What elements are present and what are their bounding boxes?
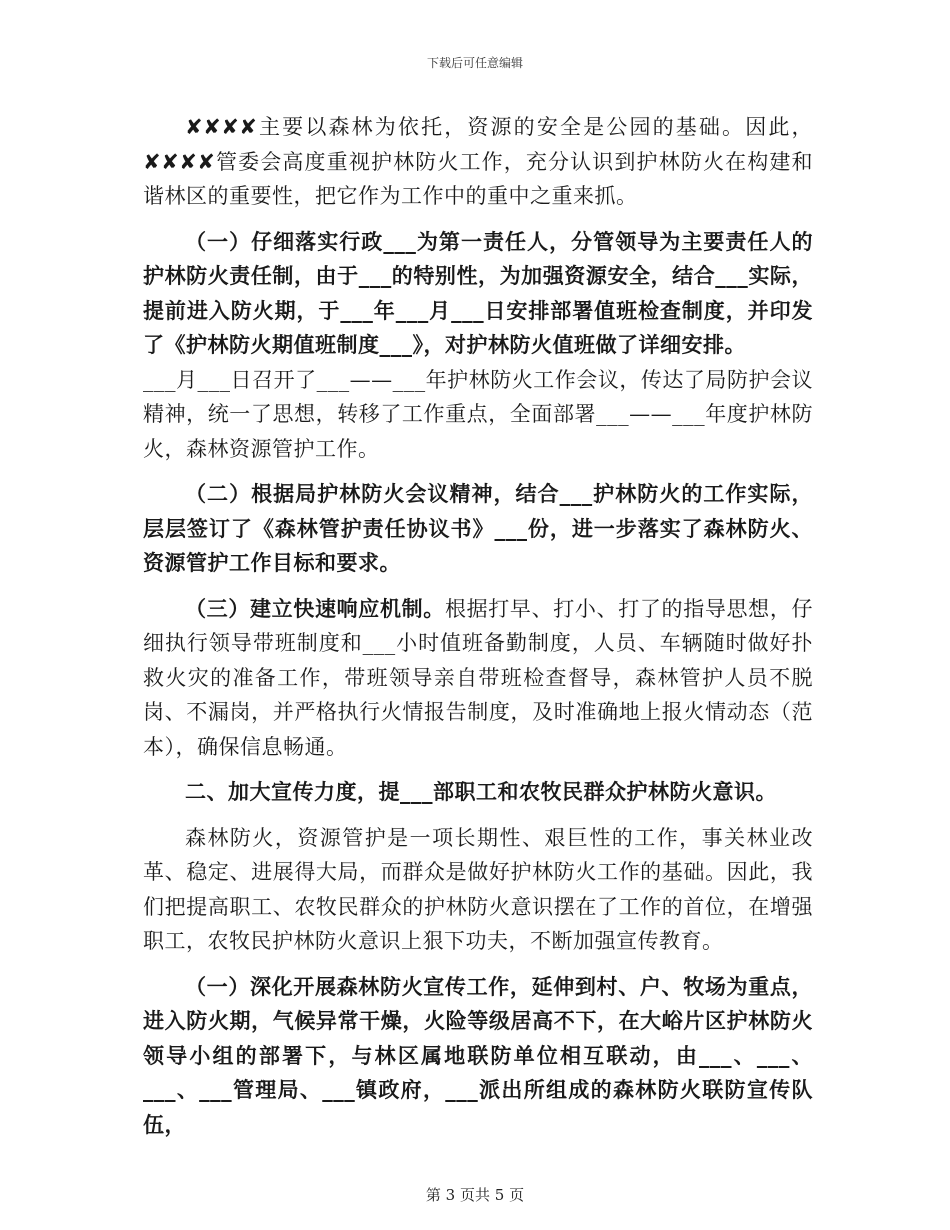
paragraph-text: ✘✘✘✘主要以森林为依托，资源的安全是公园的基础。因此，✘✘✘✘管委会高度重视护林防火工作，充分认识到护林防火在构建和谐林区的重要性，把它作为工作中的重中之重来抓。 bbox=[143, 115, 813, 208]
paragraph-text: 根据打早、打小、打了的指导思想，仔细执行领导带班制度和___小时值班备勤制度，人员、车辆随时做好扑救火灾的准备工作，带班领导亲自带班检查督导，森林管护人员不脱岗、不漏岗，并严格执行火情报告制度，及时准确地上报火情动态（范本），确保信息畅通。 bbox=[143, 596, 814, 759]
paragraph-text: ___月___日召开了___——___年护林防火工作会议，传达了局防护会议精神，统一了思想，转移了工作重点，全面部署___——___年度护林防火，森林资源管护工作。 bbox=[143, 367, 813, 461]
page-header: 下载后可任意编辑 bbox=[426, 56, 523, 70]
paragraph-4 bbox=[143, 477, 813, 581]
paragraph-text: 森林防火，资源管护是一项长期性、艰巨性的工作，事关林业改革、稳定、进展得大局，而群众是做好护林防火工作的基础。因此，我们把提高职工、农牧民群众的护林防火意识摆在了工作的首位，在增强职工，农牧民护林防火意识上狠下功夫，不断加强宣传教育。 bbox=[143, 825, 813, 953]
paragraph-7 bbox=[143, 821, 813, 959]
paragraph-3 bbox=[143, 363, 813, 467]
paragraph-text: （一）深化开展森林防火宣传工作，延伸到村、户、牧场为重点，进入防火期，气候异常干燥，火险等级居高不下，在大峪片区护林防火领导小组的部署下，与林区属地联防单位相互联动，由___、___、___、___管理局、___镇政府，___派出所组成的森林防火联防宣传队伍， bbox=[143, 973, 813, 1137]
paragraph-text: （二）根据局护林防火会议精神，结合___护林防火的工作实际，层层签订了《森林管护责任协议书》___份，进一步落实了森林防火、资源管护工作目标和要求。 bbox=[143, 481, 813, 575]
paragraph-1 bbox=[143, 110, 813, 214]
page-footer: 第 3 页共 5 页 bbox=[425, 1186, 525, 1204]
paragraph-text: （一）仔细落实行政___为第一责任人，分管领导为主要责任人的护林防火责任制，由于___的特别性，为加强资源安全，结合___实际，提前进入防火期，于___年___月___日安排部署值班检查制度，并印发了《护林防火期值班制度___》，对护林防火值班做了详细安排。 bbox=[143, 228, 813, 357]
paragraph-6 bbox=[143, 775, 813, 810]
paragraph-text: 二、加大宣传力度，提___部职工和农牧民群众护林防火意识。 bbox=[185, 779, 777, 804]
paragraph-2 bbox=[143, 225, 813, 363]
document-body bbox=[143, 110, 813, 1153]
paragraph-5 bbox=[143, 592, 813, 765]
paragraph-8 bbox=[143, 970, 813, 1143]
paragraph-lead: （三）建立快速响应机制。 bbox=[185, 595, 445, 621]
